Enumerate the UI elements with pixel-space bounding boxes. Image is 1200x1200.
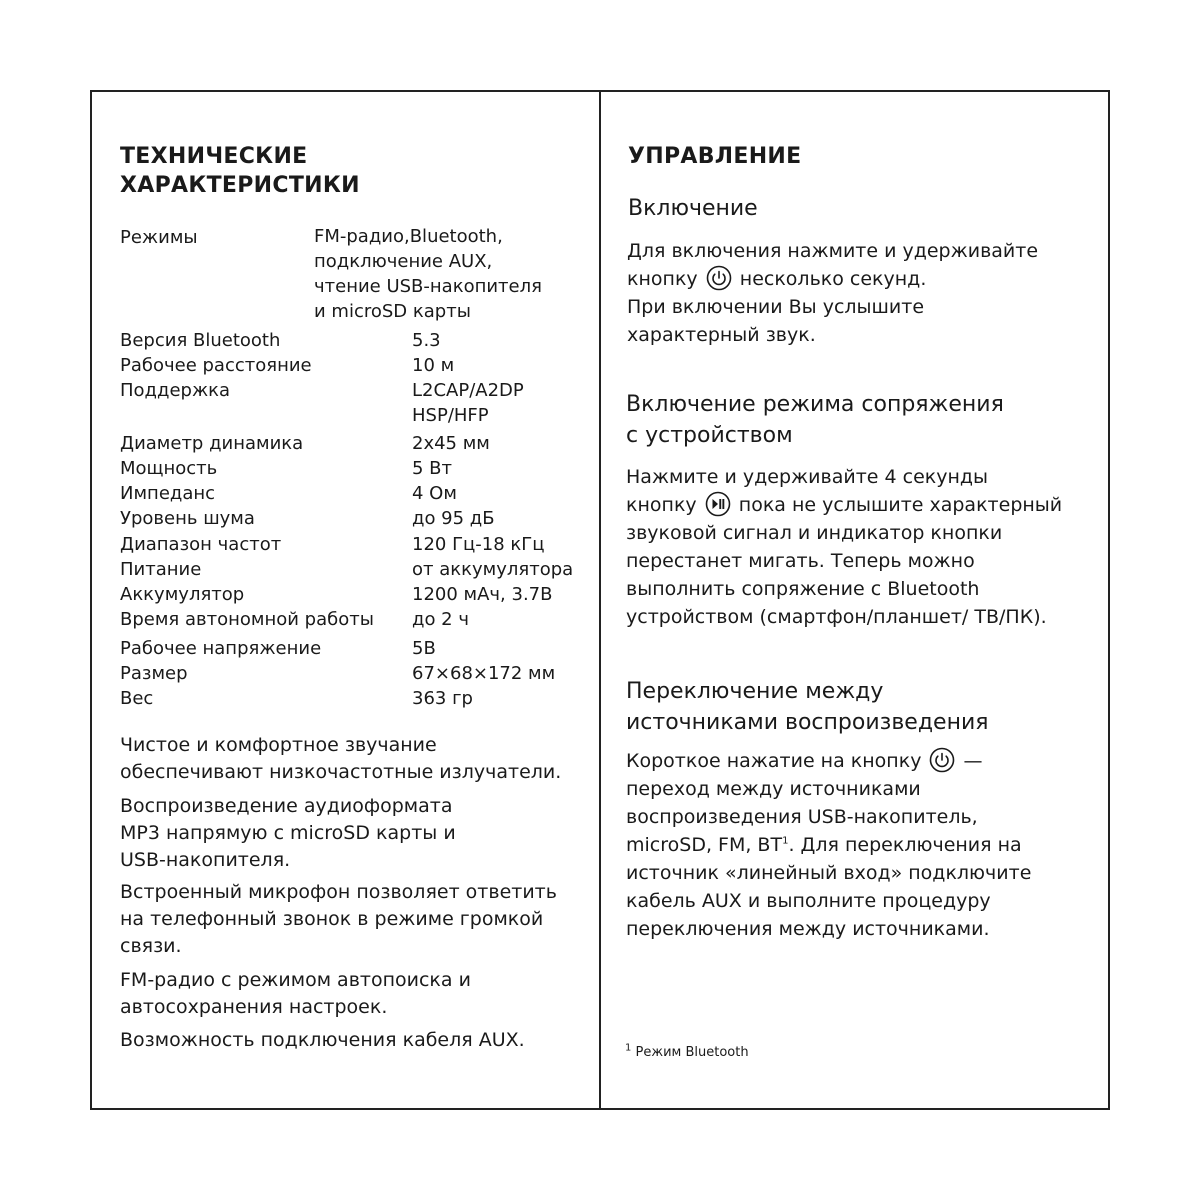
text-line: При включении Вы услышите [627,296,925,318]
spec-value: HSP/HFP [412,405,489,426]
text-fragment: . Для переключения на [788,834,1022,856]
spec-row [120,506,600,531]
text-line: устройством (смартфон/планшет/ ТВ/ПК). [626,606,1047,628]
spec-value: до 2 ч [412,609,469,630]
feature-paragraph [120,1027,590,1054]
spec-key: Мощность [120,458,218,479]
spec-key: Уровень шума [120,508,255,529]
text-fragment: кнопку [627,268,698,290]
spec-key: Поддержка [120,380,231,401]
feature-line: Возможность подключения кабеля AUX. [120,1029,525,1051]
spec-value: 2x45 мм [412,433,490,454]
text-line: кабель AUX и выполните процедуру [626,890,991,912]
feature-line: автосохранения настроек. [120,996,388,1018]
play-pause-icon [705,491,731,517]
spec-key: Версия Bluetooth [120,330,281,351]
spec-row [120,686,600,711]
power-icon [706,265,732,291]
text-fragment: пока не услышите характерный [738,494,1063,516]
text-line: Для включения нажмите и удерживайте [627,240,1039,262]
text-line: звуковой сигнал и индикатор кнопки [626,522,1003,544]
feature-line: связи. [120,935,182,957]
spec-row [120,378,600,403]
text-line [626,747,1031,775]
text-fragment: несколько секунд. [739,268,927,290]
modes-line: FM-радио,Bluetooth, [314,226,503,247]
spec-value: 1200 мАч, 3.7В [412,584,553,605]
power-icon [929,747,955,773]
section-heading-power-on: Включение [628,196,758,221]
feature-paragraph [120,732,590,786]
spec-key: Диапазон частот [120,534,282,555]
spec-row [120,431,600,456]
spec-row [120,607,600,632]
spec-value: до 95 дБ [412,508,495,529]
spec-key: Размер [120,663,188,684]
spec-key: Питание [120,559,202,580]
spec-row [120,353,600,378]
feature-paragraph [120,879,590,960]
spec-title-line2: ХАРАКТЕРИСТИКИ [120,173,360,198]
spec-key: Время автономной работы [120,609,374,630]
source-switch-text [626,747,1031,943]
spec-key: Диаметр динамика [120,433,304,454]
feature-paragraph [120,967,590,1021]
spec-value: 10 м [412,355,455,376]
spec-key: Рабочее напряжение [120,638,322,659]
spec-row [120,532,600,557]
text-line: переход между источниками [626,778,921,800]
spec-value: от аккумулятора [412,559,574,580]
modes-line: чтение USB-накопителя [314,276,542,297]
spec-value: 67×68×172 мм [412,663,556,684]
heading-line: Переключение между [626,679,884,704]
spec-title-line1: ТЕХНИЧЕСКИЕ [120,144,308,169]
spec-row [120,661,600,686]
spec-value-modes [314,224,542,324]
power-on-text [627,237,1038,349]
spec-value: 363 гр [412,688,473,709]
spec-value: 4 Ом [412,483,457,504]
section-heading-source-switch [626,676,989,738]
text-line [626,831,1031,859]
spec-row [120,636,600,661]
feature-line: Встроенный микрофон позволяет ответить [120,881,557,903]
pairing-text [626,463,1062,631]
feature-paragraph [120,793,590,874]
text-line: воспроизведения USB-накопитель, [626,806,978,828]
spec-value: 5В [412,638,436,659]
spec-value: 5.3 [412,330,441,351]
text-line: источник «линейный вход» подключите [626,862,1032,884]
spec-row [120,557,600,582]
feature-line: MP3 напрямую с microSD карты и [120,822,456,844]
spec-row [120,403,600,428]
feature-line: обеспечивают низкочастотные излучатели. [120,761,562,783]
text-fragment: кнопку [626,494,697,516]
text-fragment: microSD, FM, BT [626,834,783,856]
spec-value: 120 Гц-18 кГц [412,534,545,555]
text-fragment: Короткое нажатие на кнопку [626,750,922,772]
spec-row [120,328,600,353]
footnote-marker: 1 [782,835,789,847]
spec-row [120,582,600,607]
spec-key: Вес [120,688,154,709]
heading-line: Включение режима сопряжения [626,392,1004,417]
spec-key: Аккумулятор [120,584,245,605]
heading-line: источниками воспроизведения [626,710,989,735]
modes-line: подключение AUX, [314,251,493,272]
footnote [625,1044,749,1062]
feature-line: USB-накопителя. [120,849,291,871]
modes-line: и microSD карты [314,301,471,322]
text-fragment: — [963,750,983,772]
text-line: характерный звук. [627,324,816,346]
spec-key-modes: Режимы [120,227,198,248]
heading-line: с устройством [626,423,793,448]
text-line: выполнить сопряжение с Bluetooth [626,578,980,600]
footnote-number: 1 [625,1042,632,1054]
text-line [627,265,1038,293]
spec-row [120,456,600,481]
feature-line: FM-радио с режимом автопоиска и [120,969,471,991]
text-line: переключения между источниками. [626,918,990,940]
footnote-text: Режим Bluetooth [635,1045,749,1060]
feature-line: Воспроизведение аудиоформата [120,795,453,817]
spec-title [120,142,360,200]
feature-line: Чистое и комфортное звучание [120,734,437,756]
spec-row [120,481,600,506]
text-line [626,491,1062,519]
text-line: Нажмите и удерживайте 4 секунды [626,466,989,488]
spec-value: L2CAP/A2DP [412,380,524,401]
control-title: УПРАВЛЕНИЕ [628,144,802,169]
spec-key: Импеданс [120,483,216,504]
spec-value: 5 Вт [412,458,453,479]
feature-line: на телефонный звонок в режиме громкой [120,908,544,930]
spec-key: Рабочее расстояние [120,355,312,376]
section-heading-pairing [626,389,1004,451]
text-line: перестанет мигать. Теперь можно [626,550,975,572]
